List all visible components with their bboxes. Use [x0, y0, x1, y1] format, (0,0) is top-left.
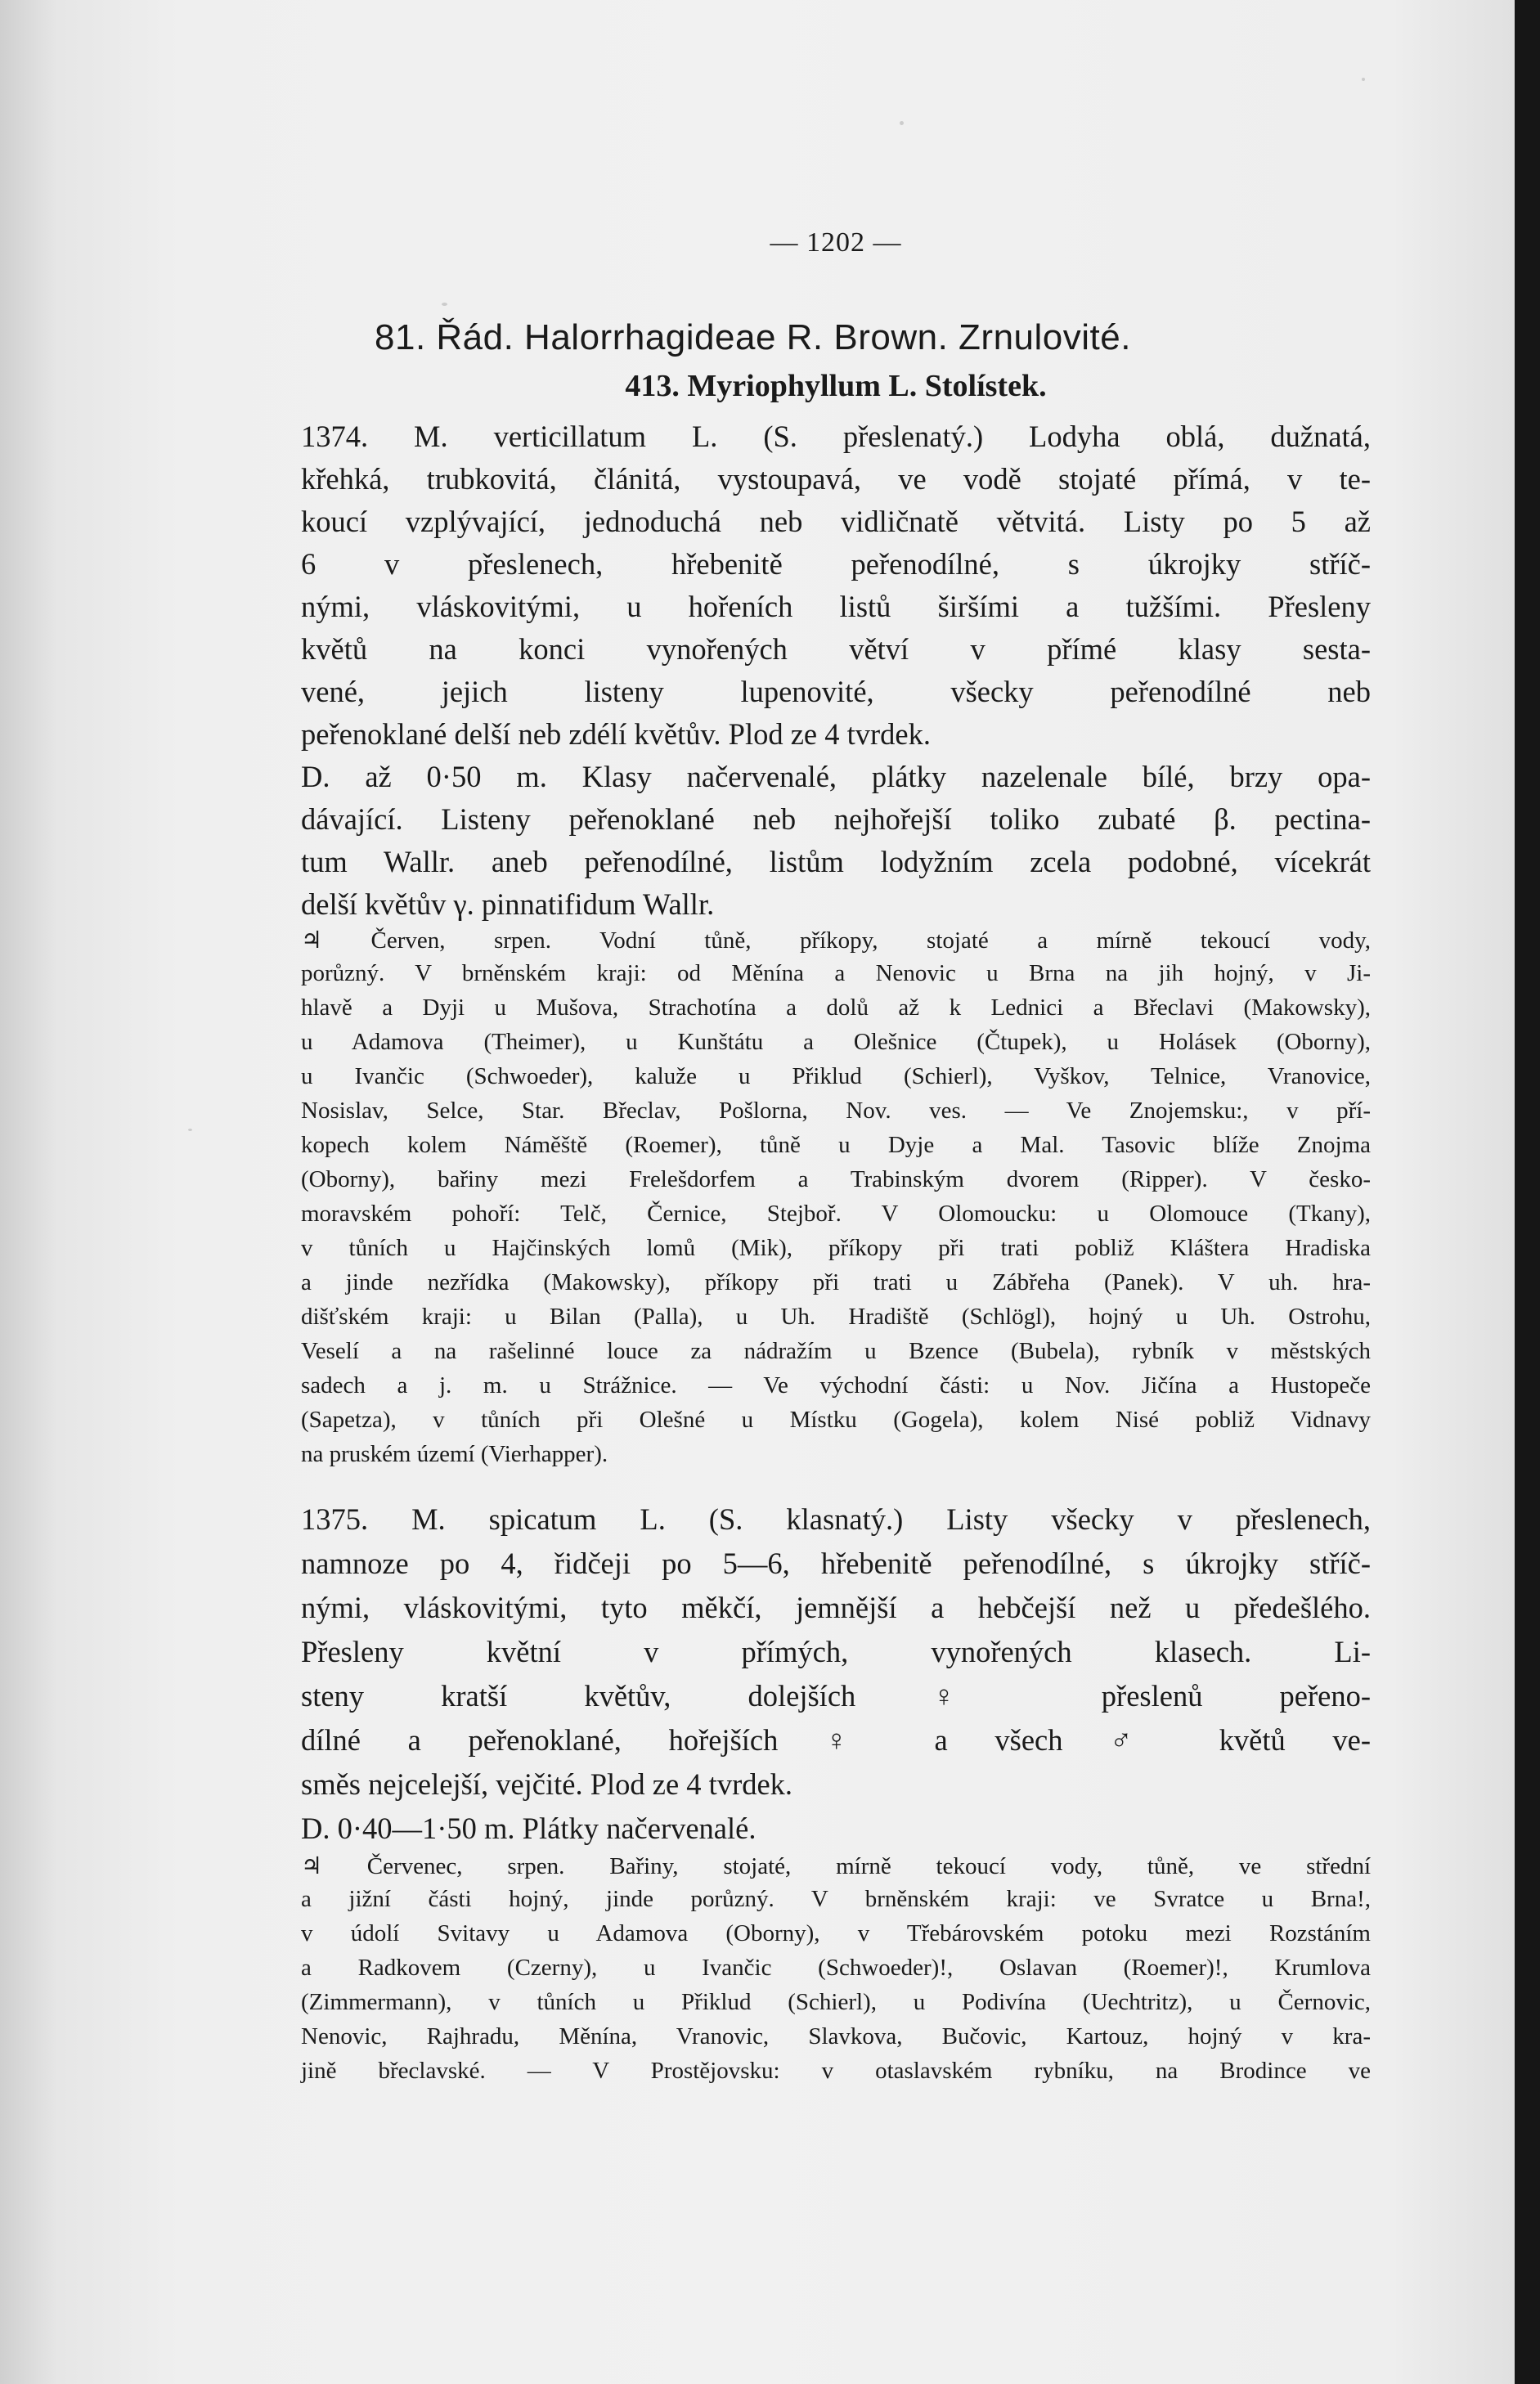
text-line: D. 0·40—1·50 m. Plátky načervenalé.: [301, 1812, 757, 1845]
text-line: Nosislav, Selce, Star. Břeclav, Pošlorna, Nov. ves. — Ve Znojemsku:, v pří-: [301, 1098, 1371, 1124]
text-line: koucí vzplývající, jednoduchá neb vidličnatě větvitá. Listy po 5 až: [301, 505, 1371, 538]
text-line: sadech a j. m. u Strážnice. — Ve východní části: u Nov. Jičína a Hustopeče: [301, 1372, 1371, 1399]
text-line: a jižní části hojný, jinde porůzný. V brněnském kraji: ve Svratce u Brna!,: [301, 1886, 1371, 1912]
scan-speck: [1362, 78, 1365, 81]
order-heading: 81. Řád. Halorrhagideae R. Brown. Zrnulovité.: [375, 317, 1131, 357]
text-line: moravském pohoří: Telč, Černice, Stejboř. V Olomoucku: u Olomouce (Tkany),: [301, 1201, 1371, 1227]
text-line: Veselí a na rašelinné louce za nádražím u Bzence (Bubela), rybník v městských: [301, 1338, 1371, 1364]
text-line: a jinde nezřídka (Makowsky), příkopy při trati u Zábřeha (Panek). V uh. hra-: [301, 1269, 1371, 1295]
text-line: peřenoklané delší neb zdélí květův. Plod ze 4 tvrdek.: [301, 717, 931, 751]
text-line: jině břeclavské. — V Prostějovsku: v otaslavském rybníku, na Brodince ve: [301, 2058, 1371, 2084]
text-line: na pruském území (Vierhapper).: [301, 1441, 608, 1467]
text-line: delší květův γ. pinnatifidum Wallr.: [301, 887, 715, 921]
text-line: hlavě a Dyji u Mušova, Strachotína a dolů až k Lednici a Břeclavi (Makowsky),: [301, 994, 1371, 1021]
text-line: tum Wallr. aneb peřenodílné, listům lodyžním zcela podobné, vícekrát: [301, 845, 1371, 878]
text-line: u Adamova (Theimer), u Kunštátu a Olešnice (Čtupek), u Holásek (Oborny),: [301, 1029, 1371, 1055]
text-line: v tůních u Hajčinských lomů (Mik), příkopy při trati pobliž Kláštera Hradiska: [301, 1235, 1371, 1261]
genus-heading: 413. Myriophyllum L. Stolístek.: [625, 369, 1047, 403]
scan-speck: [188, 1129, 192, 1131]
text-line: dílné a peřenoklané, hořejších ♀ a všech ♂ květů ve-: [301, 1723, 1371, 1757]
text-line: u Ivančic (Schwoeder), kaluže u Přiklud (Schierl), Vyškov, Telnice, Vranovice,: [301, 1063, 1371, 1089]
text-line: v údolí Svitavy u Adamova (Oborny), v Třebárovském potoku mezi Rozstáním: [301, 1920, 1371, 1946]
text-line: Přesleny květní v přímých, vynořených klasech. Li-: [301, 1635, 1371, 1668]
text-line: (Sapetza), v tůních při Olešné u Místku (Gogela), kolem Nisé pobliž Vidnavy: [301, 1407, 1371, 1433]
text-line: D. až 0·50 m. Klasy načervenalé, plátky nazelenale bílé, brzy opa-: [301, 760, 1371, 793]
text-line: květů na konci vynořených větví v přímé klasy sesta-: [301, 632, 1371, 666]
scan-speck: [900, 121, 904, 125]
text-line: (Zimmermann), v tůních u Přiklud (Schierl), u Podivína (Uechtritz), u Černovic,: [301, 1989, 1371, 2015]
text-line: nými, vláskovitými, tyto měkčí, jemnější a hebčejší než u předešlého.: [301, 1591, 1371, 1624]
text-line: směs nejcelejší, vejčité. Plod ze 4 tvrdek.: [301, 1767, 793, 1801]
text-line: 6 v přeslenech, hřebenitě peřenodílné, s úkrojky stříč-: [301, 547, 1371, 581]
scan-speck: [442, 303, 447, 306]
text-line: nými, vláskovitými, u hořeních listů širšími a tužšími. Přesleny: [301, 590, 1371, 623]
text-line: dávající. Listeny peřenoklané neb nejhořejší toliko zubaté β. pectina-: [301, 802, 1371, 836]
text-line: vené, jejich listeny lupenovité, všecky peřenodílné neb: [301, 675, 1371, 708]
text-line: Nenovic, Rajhradu, Měnína, Vranovic, Slavkova, Bučovic, Kartouz, hojný v kra-: [301, 2023, 1371, 2050]
text-line: křehká, trubkovitá, článitá, vystoupavá, ve vodě stojaté přímá, v te-: [301, 462, 1371, 496]
text-line: ♃ Červen, srpen. Vodní tůně, příkopy, stojaté a mírně tekoucí vody,: [301, 927, 1371, 954]
text-line: kopech kolem Náměště (Roemer), tůně u Dyje a Mal. Tasovic blíže Znojma: [301, 1132, 1371, 1158]
text-line: 1375. M. spicatum L. (S. klasnatý.) Listy všecky v přeslenech,: [301, 1502, 1371, 1536]
text-line: dišťském kraji: u Bilan (Palla), u Uh. Hradiště (Schlögl), hojný u Uh. Ostrohu,: [301, 1304, 1371, 1330]
text-line: 1374. M. verticillatum L. (S. přeslenatý.) Lodyha oblá, dužnatá,: [301, 420, 1371, 453]
scan-edge-shadow: [1515, 0, 1540, 2384]
text-line: a Radkovem (Czerny), u Ivančic (Schwoeder)!, Oslavan (Roemer)!, Krumlova: [301, 1955, 1371, 1981]
text-line: ♃ Červenec, srpen. Bařiny, stojaté, mírně tekoucí vody, tůně, ve střední: [301, 1853, 1371, 1879]
text-line: namnoze po 4, řidčeji po 5—6, hřebenitě peřenodílné, s úkrojky stříč-: [301, 1547, 1371, 1580]
page-number: — 1202 —: [770, 227, 902, 258]
text-line: steny kratší květův, dolejších ♀ přeslenů peřeno-: [301, 1679, 1371, 1713]
text-line: porůzný. V brněnském kraji: od Měnína a Nenovic u Brna na jih hojný, v Ji-: [301, 960, 1371, 986]
text-line: (Oborny), bařiny mezi Frelešdorfem a Trabinským dvorem (Ripper). V česko-: [301, 1166, 1371, 1192]
